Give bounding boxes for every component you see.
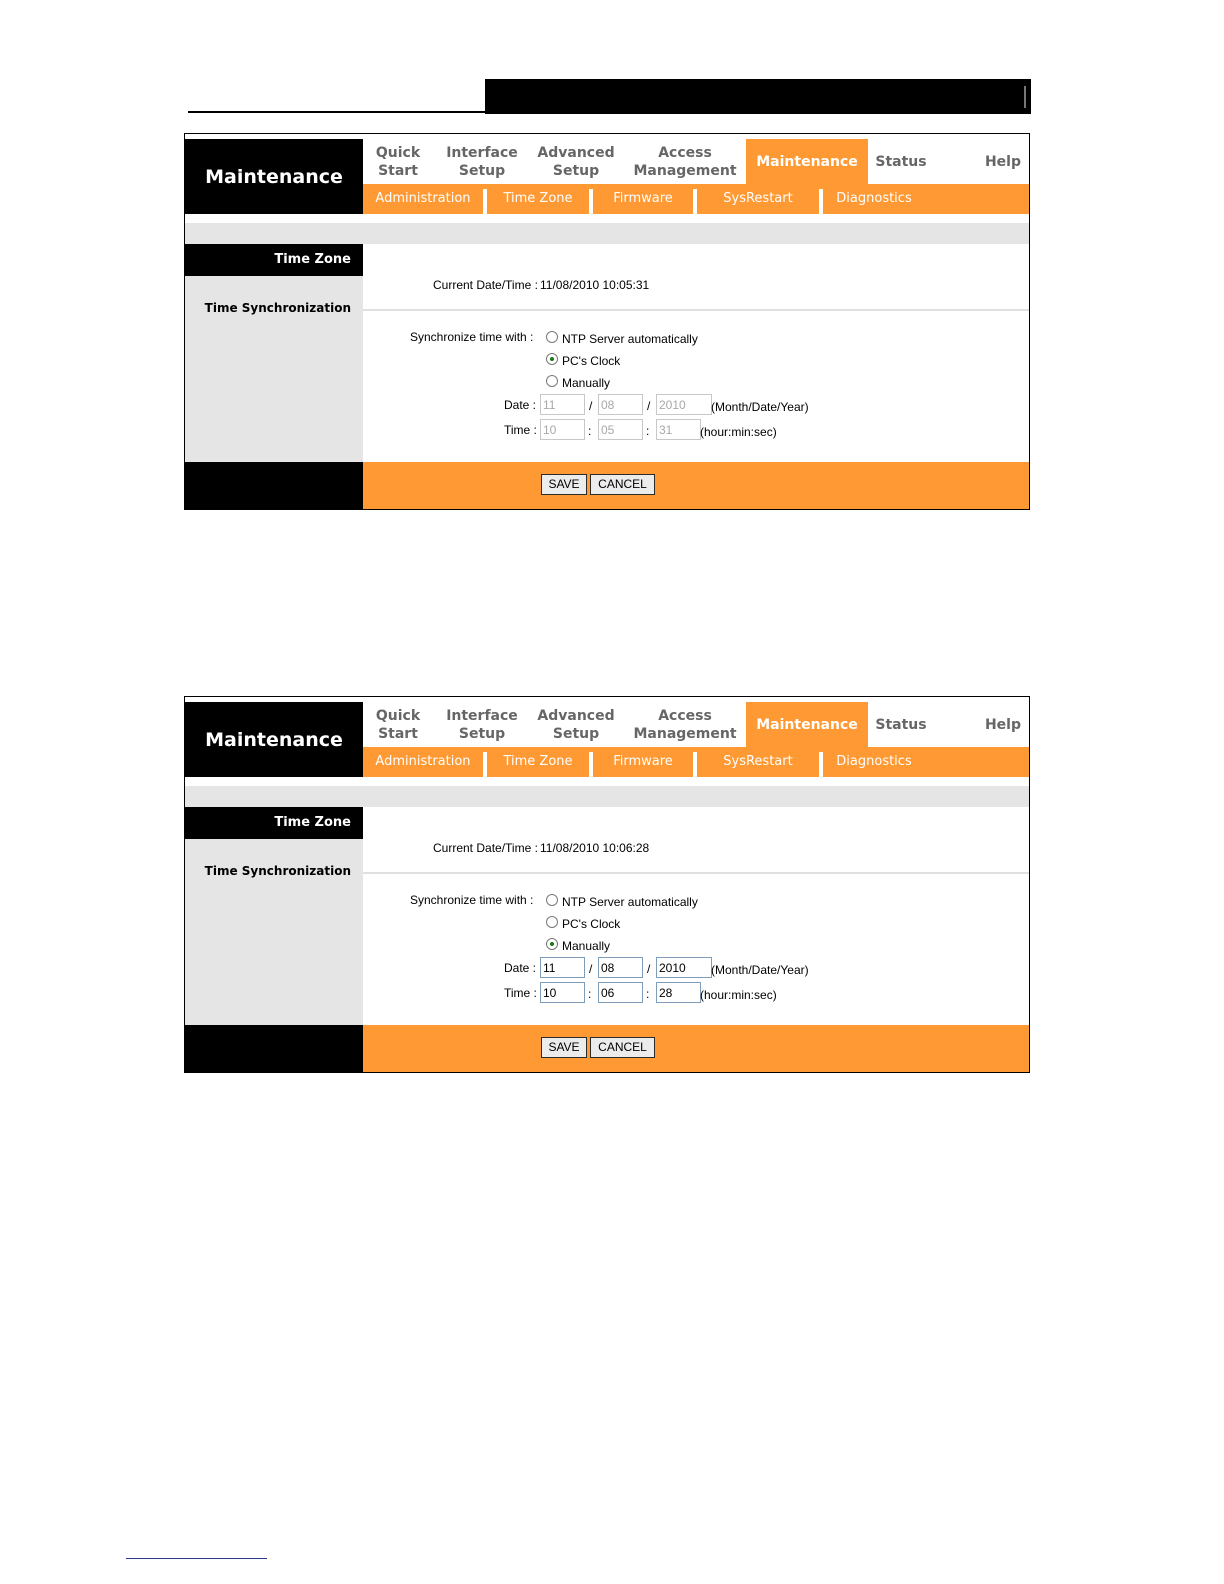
time-separator: :	[588, 987, 592, 1001]
nav-maintenance-label: Maintenance	[756, 153, 858, 170]
save-button[interactable]: SAVE	[541, 474, 587, 495]
header-bar	[485, 79, 1031, 114]
cancel-button[interactable]: CANCEL	[590, 1037, 655, 1058]
main-nav	[363, 139, 1029, 184]
nav-interface-setup-line1: Interface	[446, 707, 518, 724]
nav-quick-start[interactable]	[363, 702, 433, 747]
nav-maintenance-label: Maintenance	[756, 716, 858, 733]
router-panel-pc-clock	[184, 133, 1030, 510]
date-day-input[interactable]	[598, 394, 643, 415]
date-year-input[interactable]	[656, 394, 712, 415]
nav-interface-setup-line2: Setup	[458, 725, 506, 742]
sub-nav	[363, 747, 1029, 777]
nav-help-label: Help	[984, 716, 1022, 733]
radio-manually-label: Manually	[562, 939, 611, 953]
footer-bar	[363, 1025, 1029, 1072]
radio-manually[interactable]	[546, 938, 558, 950]
nav-access-management-line1: Access	[658, 144, 712, 161]
nav-advanced-setup-line1: Advanced	[537, 144, 615, 161]
nav-access-management[interactable]	[631, 702, 739, 747]
radio-ntp-label: NTP Server automatically	[562, 895, 698, 909]
subnav-administration[interactable]: Administration	[375, 191, 471, 206]
time-hour-input[interactable]	[540, 419, 585, 440]
subnav-sysrestart[interactable]: SysRestart	[723, 754, 793, 769]
date-separator: /	[589, 399, 593, 413]
nav-maintenance[interactable]	[746, 139, 868, 184]
time-format-hint: (hour:min:sec)	[700, 988, 777, 1002]
section-label-time-sync: Time Synchronization	[204, 864, 351, 878]
time-label: Time :	[504, 423, 537, 437]
subnav-firmware[interactable]: Firmware	[613, 754, 673, 769]
nav-access-management-line2: Management	[633, 162, 737, 179]
brand-title: Maintenance	[185, 702, 363, 777]
footer-link-rule	[126, 1558, 267, 1559]
nav-interface-setup-line1: Interface	[446, 144, 518, 161]
header-bar-notch	[1024, 86, 1026, 108]
time-hour-input[interactable]	[540, 982, 585, 1003]
subnav-diagnostics[interactable]: Diagnostics	[836, 191, 912, 206]
date-year-input[interactable]	[656, 957, 712, 978]
nav-interface-setup-line2: Setup	[458, 162, 506, 179]
router-panel-manual	[184, 696, 1030, 1073]
footer-left	[185, 462, 363, 509]
nav-quick-start[interactable]	[363, 139, 433, 184]
radio-manually-label: Manually	[562, 376, 611, 390]
spacer-strip	[185, 223, 1029, 244]
nav-advanced-setup-line2: Setup	[552, 725, 600, 742]
radio-pc-clock[interactable]	[546, 916, 558, 928]
footer-bar	[363, 462, 1029, 509]
nav-help[interactable]	[973, 702, 1030, 747]
subnav-sysrestart[interactable]: SysRestart	[723, 191, 793, 206]
nav-advanced-setup[interactable]	[531, 139, 621, 184]
time-separator: :	[646, 987, 650, 1001]
nav-interface-setup[interactable]	[438, 139, 526, 184]
sync-with-label: Synchronize time with :	[410, 330, 534, 344]
save-button[interactable]: SAVE	[541, 1037, 587, 1058]
divider	[363, 872, 1029, 874]
date-format-hint: (Month/Date/Year)	[711, 400, 809, 414]
nav-help[interactable]	[973, 139, 1030, 184]
nav-maintenance[interactable]	[746, 702, 868, 747]
nav-status[interactable]	[868, 702, 934, 747]
radio-ntp-label: NTP Server automatically	[562, 332, 698, 346]
date-month-input[interactable]	[540, 957, 585, 978]
time-sec-input[interactable]	[656, 419, 701, 440]
footer-left	[185, 1025, 363, 1072]
date-separator: /	[647, 399, 651, 413]
nav-status-label: Status	[875, 716, 927, 733]
radio-pc-clock-label: PC's Clock	[562, 917, 621, 931]
nav-quick-start-line2: Start	[378, 162, 418, 179]
date-separator: /	[589, 962, 593, 976]
header-rule	[188, 111, 486, 113]
section-heading-time-zone: Time Zone	[185, 244, 363, 276]
current-datetime-label: Current Date/Time :	[433, 841, 538, 855]
radio-ntp[interactable]	[546, 331, 558, 343]
section-label-time-sync: Time Synchronization	[204, 301, 351, 315]
sub-nav	[363, 184, 1029, 214]
nav-advanced-setup-line2: Setup	[552, 162, 600, 179]
spacer-strip	[185, 786, 1029, 807]
time-separator: :	[646, 424, 650, 438]
radio-pc-clock[interactable]	[546, 353, 558, 365]
nav-status-label: Status	[875, 153, 927, 170]
date-label: Date :	[504, 961, 537, 975]
date-label: Date :	[504, 398, 537, 412]
subnav-administration[interactable]: Administration	[375, 754, 471, 769]
date-month-input[interactable]	[540, 394, 585, 415]
divider	[363, 309, 1029, 311]
time-separator: :	[588, 424, 592, 438]
nav-access-management[interactable]	[631, 139, 739, 184]
sync-with-label: Synchronize time with :	[410, 893, 534, 907]
nav-help-label: Help	[984, 153, 1022, 170]
nav-interface-setup[interactable]	[438, 702, 526, 747]
brand-title: Maintenance	[185, 139, 363, 214]
date-day-input[interactable]	[598, 957, 643, 978]
time-format-hint: (hour:min:sec)	[700, 425, 777, 439]
radio-manually[interactable]	[546, 375, 558, 387]
cancel-button[interactable]: CANCEL	[590, 474, 655, 495]
current-datetime-value: 11/08/2010 10:06:28	[540, 841, 650, 855]
nav-access-management-line1: Access	[658, 707, 712, 724]
nav-quick-start-line2: Start	[378, 725, 418, 742]
nav-advanced-setup[interactable]	[531, 702, 621, 747]
date-separator: /	[647, 962, 651, 976]
time-sec-input[interactable]	[656, 982, 701, 1003]
nav-access-management-line2: Management	[633, 725, 737, 742]
section-heading-time-zone: Time Zone	[185, 807, 363, 839]
time-min-input[interactable]	[598, 982, 643, 1003]
subnav-time-zone[interactable]: Time Zone	[503, 754, 573, 769]
subnav-diagnostics[interactable]: Diagnostics	[836, 754, 912, 769]
date-format-hint: (Month/Date/Year)	[711, 963, 809, 977]
nav-quick-start-line1: Quick	[375, 144, 421, 161]
nav-quick-start-line1: Quick	[375, 707, 421, 724]
subnav-time-zone[interactable]: Time Zone	[503, 191, 573, 206]
time-min-input[interactable]	[598, 419, 643, 440]
radio-ntp[interactable]	[546, 894, 558, 906]
time-label: Time :	[504, 986, 537, 1000]
main-nav	[363, 702, 1029, 747]
nav-advanced-setup-line1: Advanced	[537, 707, 615, 724]
current-datetime-label: Current Date/Time :	[433, 278, 538, 292]
current-datetime-value: 11/08/2010 10:05:31	[540, 278, 650, 292]
nav-status[interactable]	[868, 139, 934, 184]
radio-pc-clock-label: PC's Clock	[562, 354, 621, 368]
subnav-firmware[interactable]: Firmware	[613, 191, 673, 206]
